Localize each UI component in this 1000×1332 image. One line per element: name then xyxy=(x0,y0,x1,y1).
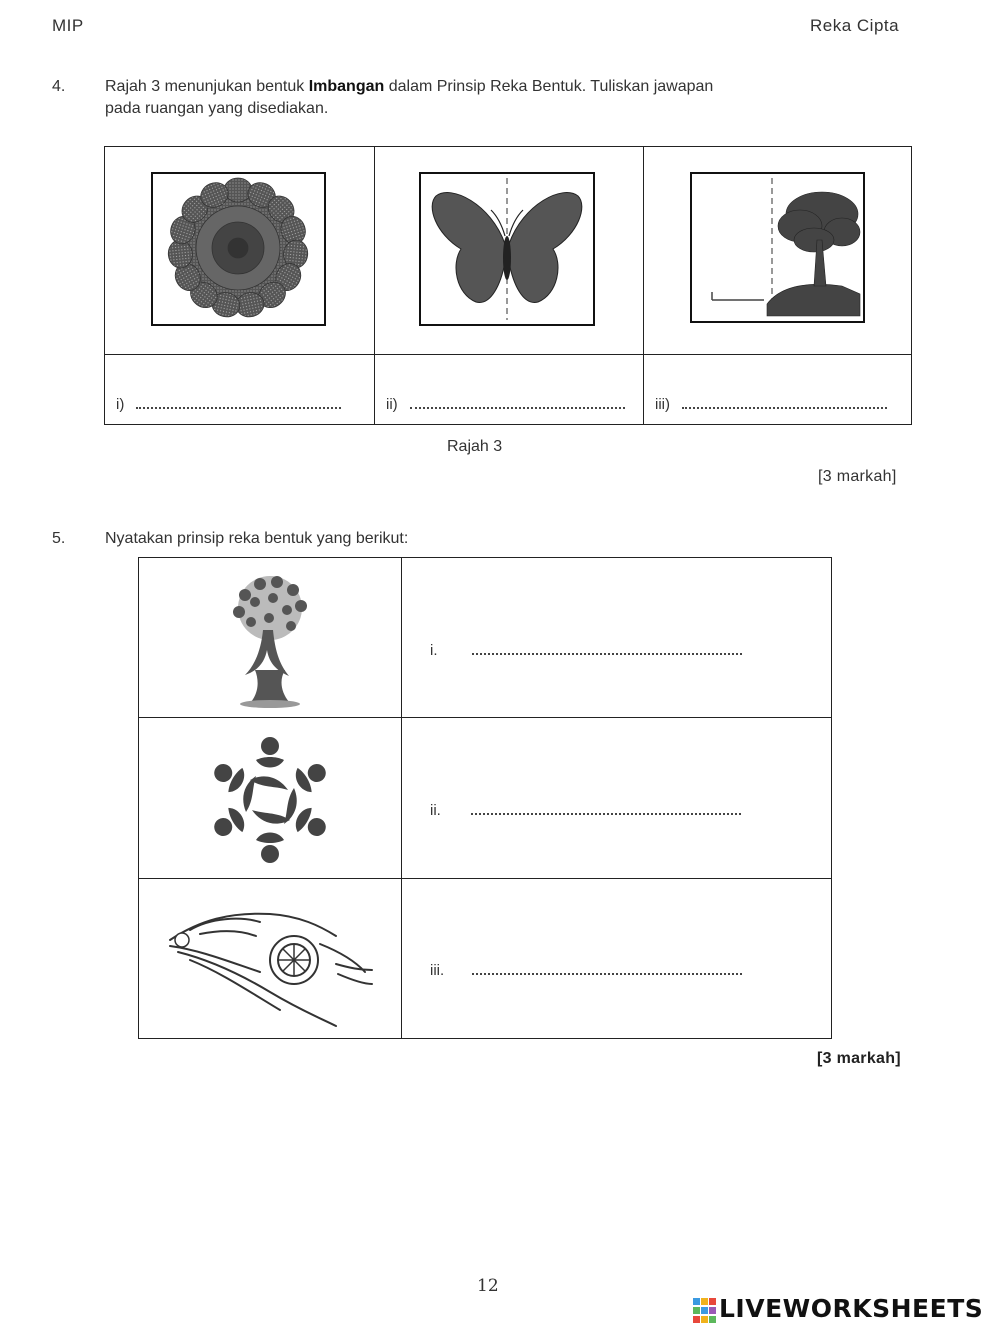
question-4-number: 4. xyxy=(52,78,66,95)
answer-blank-5ii[interactable] xyxy=(430,802,741,819)
answer-label: i) xyxy=(116,396,125,413)
question-4-text xyxy=(105,76,925,120)
answer-label: iii) xyxy=(655,396,670,413)
answer-blank-ii[interactable] xyxy=(386,396,625,413)
answer-blank-5iii[interactable] xyxy=(430,962,742,979)
sports-car-icon xyxy=(160,900,380,1030)
answer-label: ii) xyxy=(386,396,398,413)
image-frame xyxy=(151,172,326,326)
question-5-text: Nyatakan prinsip reka bentuk yang berikut: xyxy=(105,530,409,547)
answer-dotted-line xyxy=(472,963,742,975)
header-left: MIP xyxy=(52,16,84,35)
answer-dotted-line xyxy=(472,643,742,655)
table-divider xyxy=(138,717,832,718)
image-frame xyxy=(419,172,595,326)
table-divider xyxy=(138,878,832,879)
tree-icon xyxy=(215,570,325,710)
tree-landscape-icon xyxy=(692,174,862,320)
answer-label: iii. xyxy=(430,962,445,979)
answer-blank-5i[interactable] xyxy=(430,642,742,659)
answer-label: i. xyxy=(430,642,438,659)
question-4-text-after: dalam Prinsip Reka Bentuk. Tuliskan jawapan xyxy=(384,78,714,95)
table-divider xyxy=(643,146,644,425)
table-divider xyxy=(401,557,402,1039)
answer-dotted-line xyxy=(136,397,341,409)
brand-name: LIVEWORKSHEETS xyxy=(719,1294,984,1323)
flower-mandala-icon xyxy=(153,174,323,323)
liveworksheets-logo[interactable] xyxy=(693,1296,993,1326)
question-4-text-before: Rajah 3 menunjukan bentuk xyxy=(105,78,309,95)
brand-mark-icon xyxy=(693,1298,717,1324)
answer-dotted-line xyxy=(410,397,625,409)
answer-label: ii. xyxy=(430,802,441,819)
question-5-marks: [3 markah] xyxy=(817,1050,901,1067)
answer-blank-i[interactable] xyxy=(116,396,341,413)
answer-dotted-line xyxy=(682,397,887,409)
question-4-text-line2: pada ruangan yang disediakan. xyxy=(105,100,329,117)
answer-dotted-line xyxy=(471,803,741,815)
people-circle-icon xyxy=(198,734,342,866)
question-4-text-bold: Imbangan xyxy=(308,78,385,95)
butterfly-icon xyxy=(421,174,592,323)
question-4-marks: [3 markah] xyxy=(818,468,897,485)
answer-blank-iii[interactable] xyxy=(655,396,887,413)
page-number: 12 xyxy=(477,1276,499,1296)
image-frame xyxy=(690,172,865,323)
figure-caption: Rajah 3 xyxy=(447,438,503,455)
question-5-number: 5. xyxy=(52,530,66,547)
table-divider xyxy=(104,354,912,355)
table-divider xyxy=(374,146,375,425)
header-right: Reka Cipta xyxy=(810,16,900,35)
